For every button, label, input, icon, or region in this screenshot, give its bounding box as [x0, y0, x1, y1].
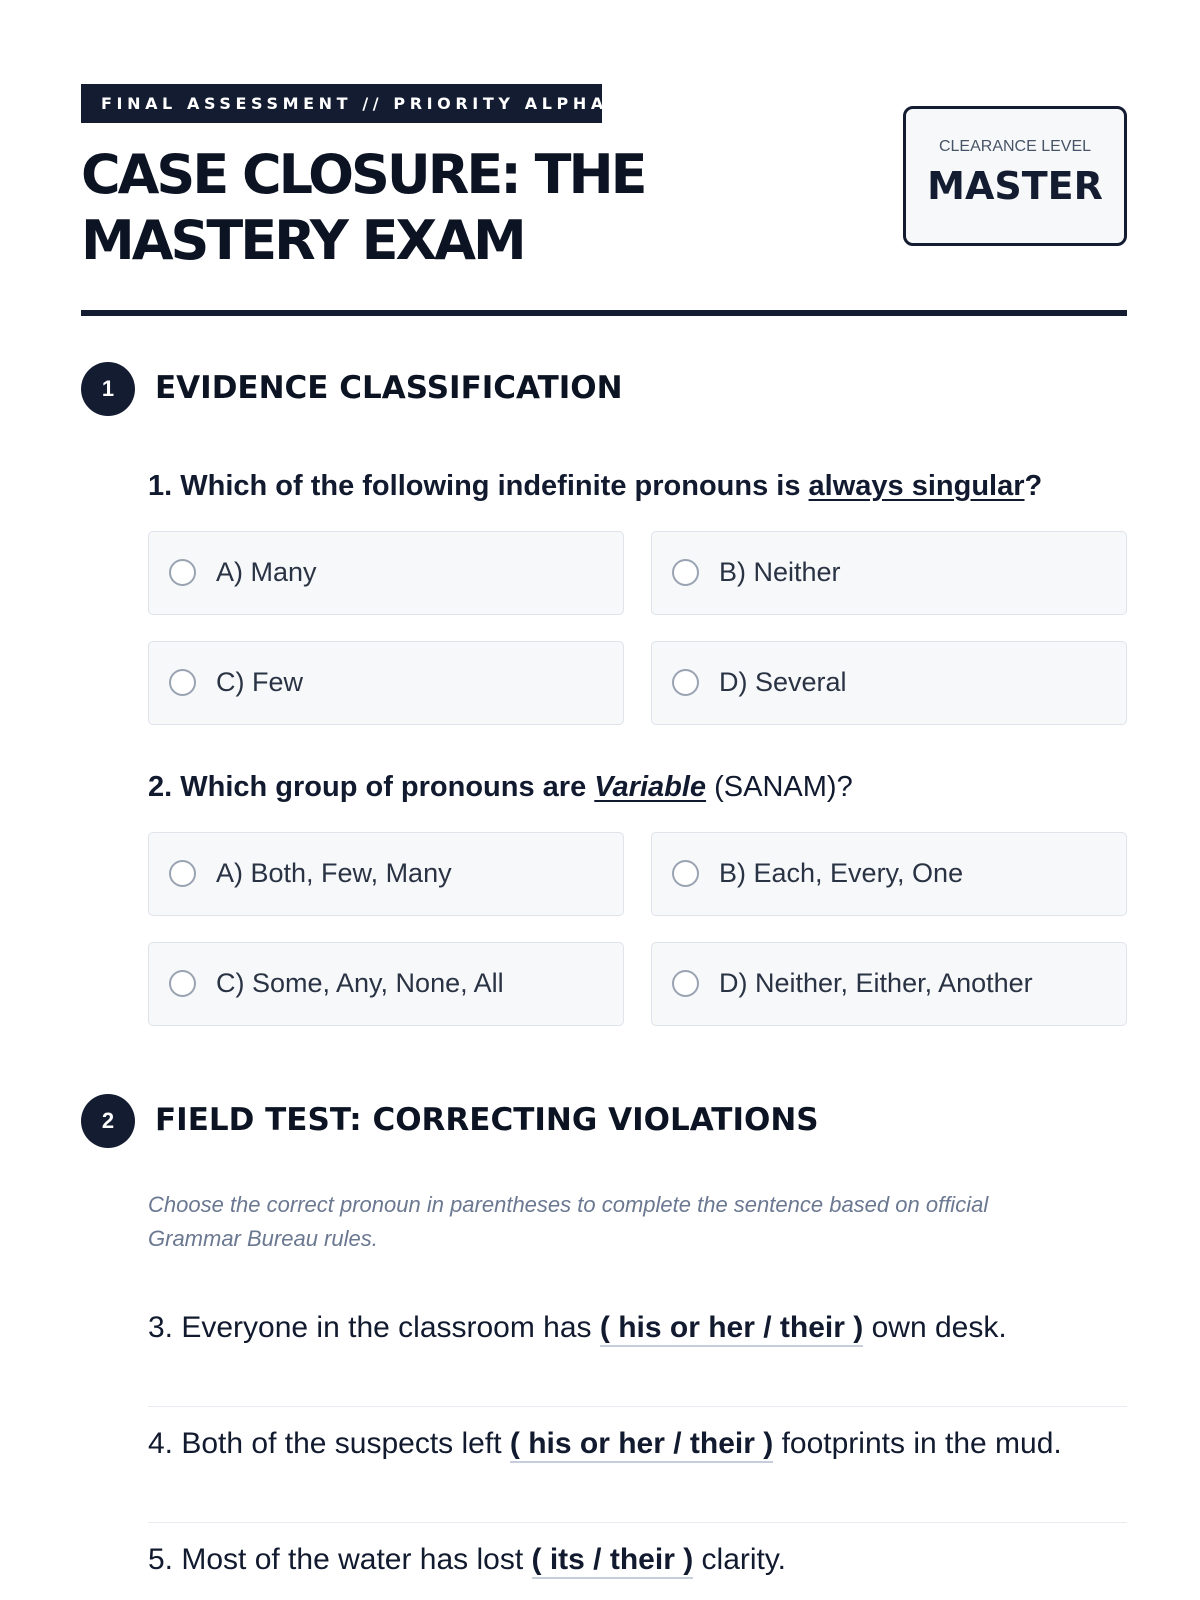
radio-button[interactable]: [169, 860, 196, 887]
option-label: C) Few: [216, 667, 303, 697]
radio-button[interactable]: [672, 559, 699, 586]
fill-in-item-3: [148, 1291, 1127, 1407]
option-label: B) Neither: [719, 557, 841, 587]
worksheet-page: [81, 0, 1127, 1600]
answer-option-q2-a[interactable]: [148, 832, 624, 916]
sentence-start: 3. Everyone in the classroom has: [148, 1311, 600, 1344]
section-title: FIELD TEST: CORRECTING VIOLATIONS: [155, 1102, 819, 1138]
answer-option-q1-d[interactable]: [651, 641, 1127, 725]
sentence-start: 4. Both of the suspects left: [148, 1427, 510, 1460]
clearance-label: CLEARANCE LEVEL: [938, 138, 1092, 155]
section-instructions: Choose the correct pronoun in parentheses to complete the sentence based on official Grammar Bureau rules.: [148, 1192, 989, 1251]
section-title: EVIDENCE CLASSIFICATION: [155, 370, 623, 406]
question-emphasis: Variable: [594, 771, 707, 803]
radio-button[interactable]: [672, 860, 699, 887]
sentence-end: own desk.: [863, 1311, 1007, 1344]
section-number-badge: 2: [81, 1094, 135, 1148]
sentence-end: footprints in the mud.: [773, 1427, 1062, 1460]
header-divider: [81, 310, 1127, 316]
question-prefix: 2. Which group of pronouns are: [148, 771, 595, 803]
sentence-end: clarity.: [693, 1543, 786, 1576]
answer-option-q2-b[interactable]: [651, 832, 1127, 916]
radio-button[interactable]: [169, 559, 196, 586]
radio-button[interactable]: [169, 669, 196, 696]
option-label: A) Many: [216, 557, 317, 587]
radio-button[interactable]: [672, 669, 699, 696]
pronoun-choice[interactable]: ( his or her / their ): [600, 1311, 863, 1347]
assessment-eyebrow: FINAL ASSESSMENT // PRIORITY ALPHA: [81, 84, 602, 123]
question-1-text: [148, 470, 1127, 503]
option-label: D) Neither, Either, Another: [719, 968, 1033, 998]
radio-button[interactable]: [672, 970, 699, 997]
fill-in-sentence: [148, 1427, 1062, 1461]
answer-option-q1-b[interactable]: [651, 531, 1127, 615]
question-2-text: [148, 771, 1127, 804]
section-number-badge: 1: [81, 362, 135, 416]
sentence-start: 5. Most of the water has lost: [148, 1543, 532, 1576]
page-title: CASE CLOSURE: THE MASTERY EXAM: [81, 143, 645, 272]
answer-option-q2-c[interactable]: [148, 942, 624, 1026]
section-heading-1: [81, 360, 1127, 416]
pronoun-choice[interactable]: ( his or her / their ): [510, 1427, 773, 1463]
option-label: C) Some, Any, None, All: [216, 968, 504, 998]
radio-button[interactable]: [169, 970, 196, 997]
question-prefix: 1. Which of the following indefinite pronouns is: [148, 470, 809, 502]
fill-in-item-4: [148, 1407, 1127, 1523]
clearance-badge: [903, 106, 1127, 246]
option-label: D) Several: [719, 667, 847, 697]
question-emphasis: always singular: [808, 470, 1025, 502]
question-suffix: (SANAM)?: [706, 771, 853, 803]
answer-option-q1-a[interactable]: [148, 531, 624, 615]
clearance-value: MASTER: [927, 164, 1103, 208]
pronoun-choice[interactable]: ( its / their ): [532, 1543, 694, 1579]
answer-option-q2-d[interactable]: [651, 942, 1127, 1026]
section-heading-2: [81, 1092, 1127, 1148]
option-label: A) Both, Few, Many: [216, 858, 452, 888]
fill-in-sentence: [148, 1543, 786, 1577]
fill-in-item-5: [148, 1523, 1127, 1600]
exam-header: [81, 84, 1127, 318]
option-label: B) Each, Every, One: [719, 858, 964, 888]
answer-option-q1-c[interactable]: [148, 641, 624, 725]
fill-in-sentence: [148, 1311, 1007, 1345]
question-suffix: ?: [1024, 470, 1043, 502]
